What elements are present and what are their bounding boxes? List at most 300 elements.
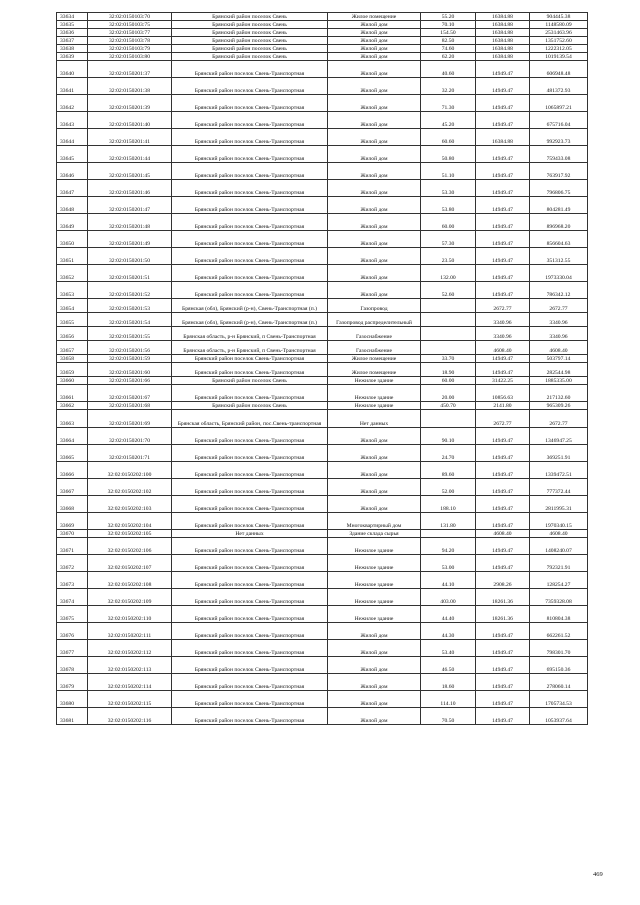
cell-cadastral-value: 1408240.07 [530, 538, 588, 555]
cell-object-type: Нежилое здание [328, 385, 421, 402]
cell-cadastral-value: 4608.40 [530, 341, 588, 355]
cell-area: 94.20 [421, 538, 476, 555]
cell-cadastral-value: 856604.63 [530, 231, 588, 248]
cell-unit-value: 3340.96 [476, 327, 530, 341]
cell-address: Брянский район поселок Свень-Транспортная [172, 606, 328, 623]
cell-address: Брянская область, р-н Брянский, п Свень-Транспортная [172, 341, 328, 355]
cell-cadastral-value: 896968.20 [530, 214, 588, 231]
cell-object-type: Здание склада сырья [328, 530, 421, 538]
cell-area: 55.20 [421, 13, 476, 21]
cell-unit-value: 2672.77 [476, 410, 530, 428]
cell-row-number: 33668 [57, 496, 88, 513]
cell-area: 450.70 [421, 402, 476, 410]
cell-cadastral-value: 792321.91 [530, 555, 588, 572]
cell-cadastral-number: 32:02:0150202:111 [88, 623, 172, 640]
cell-unit-value: 2672.77 [476, 299, 530, 313]
cell-cadastral-number: 32:02:0150202:113 [88, 657, 172, 674]
cell-object-type: Нежилое здание [328, 589, 421, 606]
cell-unit-value: 14949.47 [476, 708, 530, 725]
cell-object-type: Жилой дом [328, 95, 421, 112]
cell-unit-value: 14949.47 [476, 462, 530, 479]
cell-area [421, 410, 476, 428]
cell-cadastral-value: 1346947.25 [530, 428, 588, 445]
cell-unit-value: 14949.47 [476, 363, 530, 377]
cell-row-number: 33652 [57, 265, 88, 282]
cell-cadastral-number: 32:02:0150202:110 [88, 606, 172, 623]
cell-cadastral-value: 804281.49 [530, 197, 588, 214]
cell-address: Брянский район поселок Свень-Транспортная [172, 163, 328, 180]
cell-object-type: Жилой дом [328, 248, 421, 265]
cell-cadastral-value: 2672.77 [530, 410, 588, 428]
cell-unit-value: 16384.88 [476, 45, 530, 53]
cell-unit-value: 14949.47 [476, 248, 530, 265]
cell-object-type: Жилой дом [328, 657, 421, 674]
table-row [57, 428, 588, 445]
cell-cadastral-number: 32:02:0150201:60 [88, 363, 172, 377]
cell-cadastral-value: 1053937.64 [530, 708, 588, 725]
cell-address: Брянский район поселок Свень-Транспортная [172, 180, 328, 197]
cell-unit-value: 14949.47 [476, 61, 530, 78]
cell-address: Брянский район поселок Свень-Транспортная [172, 248, 328, 265]
cell-unit-value: 16384.88 [476, 129, 530, 146]
cell-cadastral-number: 32:02:0150201:41 [88, 129, 172, 146]
cell-row-number: 33676 [57, 623, 88, 640]
cell-address: Брянский район поселок Свень-Транспортная [172, 445, 328, 462]
cell-cadastral-value: 786342.12 [530, 282, 588, 299]
cell-unit-value: 14949.47 [476, 657, 530, 674]
cell-area: 53.80 [421, 197, 476, 214]
cell-area: 18.90 [421, 363, 476, 377]
table-row [57, 61, 588, 78]
cell-object-type: Нежилое здание [328, 606, 421, 623]
cell-cadastral-number: 32:02:0150202:112 [88, 640, 172, 657]
table-row [57, 355, 588, 363]
cell-address: Брянский район поселок Свень-Транспортная [172, 146, 328, 163]
cell-area: 44.30 [421, 623, 476, 640]
table-row [57, 112, 588, 129]
cell-area [421, 530, 476, 538]
table-row [57, 13, 588, 21]
table-row [57, 640, 588, 657]
cell-cadastral-value: 759433.08 [530, 146, 588, 163]
cell-row-number: 33642 [57, 95, 88, 112]
cell-unit-value: 14949.47 [476, 445, 530, 462]
cell-cadastral-number: 32:02:0150201:49 [88, 231, 172, 248]
cell-cadastral-value: 1065897.21 [530, 95, 588, 112]
cell-area: 51.10 [421, 163, 476, 180]
cell-object-type: Нежилое здание [328, 402, 421, 410]
table-row [57, 53, 588, 61]
cell-object-type: Нежилое здание [328, 538, 421, 555]
table-row [57, 657, 588, 674]
cell-area: 53.30 [421, 180, 476, 197]
cell-cadastral-value: 2672.77 [530, 299, 588, 313]
cell-object-type: Жилой дом [328, 146, 421, 163]
table-row [57, 21, 588, 29]
cell-area: 32.20 [421, 78, 476, 95]
cell-row-number: 33641 [57, 78, 88, 95]
cell-unit-value: 14949.47 [476, 623, 530, 640]
cell-address: Брянский район поселок Свень-Транспортная [172, 214, 328, 231]
cell-address: Брянский район поселок Свень-Транспортная [172, 231, 328, 248]
cell-row-number: 33663 [57, 410, 88, 428]
cell-row-number: 33658 [57, 355, 88, 363]
cell-row-number: 33638 [57, 45, 88, 53]
cell-address: Брянский район поселок Свень [172, 13, 328, 21]
cell-unit-value: 16384.88 [476, 13, 530, 21]
cell-cadastral-number: 32:02:0150201:45 [88, 163, 172, 180]
cell-cadastral-value: 3340.96 [530, 313, 588, 327]
cell-cadastral-number: 32:02:0150202:116 [88, 708, 172, 725]
cell-unit-value: 14949.47 [476, 163, 530, 180]
cell-cadastral-number: 32:02:0150201:51 [88, 265, 172, 282]
table-row [57, 555, 588, 572]
cell-object-type: Жилое помещение [328, 13, 421, 21]
cell-address: Брянский район поселок Свень [172, 29, 328, 37]
table-row [57, 538, 588, 555]
cell-area: 24.70 [421, 445, 476, 462]
cell-row-number: 33677 [57, 640, 88, 657]
cell-area: 82.50 [421, 37, 476, 45]
cell-row-number: 33674 [57, 589, 88, 606]
cell-row-number: 33650 [57, 231, 88, 248]
cell-cadastral-value: 1148580.09 [530, 21, 588, 29]
table-row [57, 95, 588, 112]
cell-area: 50.80 [421, 146, 476, 163]
table-row [57, 129, 588, 146]
cell-unit-value: 14949.47 [476, 112, 530, 129]
cell-area: 90.10 [421, 428, 476, 445]
table-row [57, 410, 588, 428]
cell-cadastral-value: 2811995.31 [530, 496, 588, 513]
registry-table-body [57, 13, 588, 725]
cell-address: Брянский район поселок Свень-Транспортная [172, 197, 328, 214]
cell-area: 20.00 [421, 385, 476, 402]
cell-cadastral-number: 32:02:0150202:114 [88, 674, 172, 691]
table-row [57, 402, 588, 410]
cell-unit-value: 14949.47 [476, 428, 530, 445]
cell-unit-value: 31422.25 [476, 377, 530, 385]
cell-address: Нет данных [172, 530, 328, 538]
cell-address: Брянский район поселок Свень-Транспортная [172, 691, 328, 708]
cell-row-number: 33661 [57, 385, 88, 402]
table-row [57, 708, 588, 725]
cell-area: 403.00 [421, 589, 476, 606]
cell-cadastral-value: 606948.48 [530, 61, 588, 78]
cell-object-type: Жилой дом [328, 231, 421, 248]
cell-unit-value: 14949.47 [476, 640, 530, 657]
cell-address: Брянский район поселок Свень [172, 21, 328, 29]
cell-object-type: Жилой дом [328, 708, 421, 725]
cell-cadastral-value: 1339472.51 [530, 462, 588, 479]
cell-address: Брянский район поселок Свень-Транспортная [172, 479, 328, 496]
table-row [57, 265, 588, 282]
cell-object-type: Жилой дом [328, 445, 421, 462]
cell-cadastral-number: 32:02:0150202:109 [88, 589, 172, 606]
cell-row-number: 33678 [57, 657, 88, 674]
cell-unit-value: 14949.47 [476, 231, 530, 248]
cell-cadastral-number: 32:02:0150202:108 [88, 572, 172, 589]
cell-row-number: 33679 [57, 674, 88, 691]
table-row [57, 299, 588, 313]
cell-area: 45.20 [421, 112, 476, 129]
cell-unit-value: 14949.47 [476, 95, 530, 112]
cell-cadastral-value: 796806.75 [530, 180, 588, 197]
table-row [57, 313, 588, 327]
cell-area: 44.10 [421, 572, 476, 589]
cell-row-number: 33645 [57, 146, 88, 163]
table-row [57, 29, 588, 37]
cell-object-type: Жилой дом [328, 428, 421, 445]
cell-cadastral-value: 763917.92 [530, 163, 588, 180]
cell-object-type: Жилой дом [328, 691, 421, 708]
cell-address: Брянская область, Брянский район, пос.Свень-транспортная [172, 410, 328, 428]
cell-row-number: 33664 [57, 428, 88, 445]
cell-address: Брянская область, р-н Брянский, п Свень-Транспортная [172, 327, 328, 341]
cell-row-number: 33654 [57, 299, 88, 313]
cell-cadastral-value: 1351752.60 [530, 37, 588, 45]
cell-object-type: Жилой дом [328, 37, 421, 45]
cell-cadastral-value: 965309.26 [530, 402, 588, 410]
cell-address: Брянский район поселок Свень-Транспортная [172, 385, 328, 402]
cell-object-type: Жилой дом [328, 214, 421, 231]
table-row [57, 674, 588, 691]
registry-table [56, 12, 588, 725]
cell-unit-value: 14949.47 [476, 282, 530, 299]
cell-cadastral-number: 32:02:0150202:106 [88, 538, 172, 555]
cell-object-type: Жилой дом [328, 282, 421, 299]
cell-cadastral-number: 32:02:0150201:44 [88, 146, 172, 163]
cell-address: Брянский район поселок Свень-Транспортная [172, 112, 328, 129]
cell-cadastral-number: 32:02:0150201:59 [88, 355, 172, 363]
cell-cadastral-value: 3340.96 [530, 327, 588, 341]
cell-cadastral-number: 32:02:0150202:104 [88, 513, 172, 530]
table-row [57, 180, 588, 197]
cell-cadastral-value: 7359328.08 [530, 589, 588, 606]
cell-row-number: 33671 [57, 538, 88, 555]
cell-cadastral-number: 32:02:0150201:71 [88, 445, 172, 462]
cell-cadastral-value: 282544.98 [530, 363, 588, 377]
cell-object-type: Многоквартирный дом [328, 513, 421, 530]
cell-object-type: Газопровод распределительный [328, 313, 421, 327]
cell-cadastral-number: 32:02:0150103:70 [88, 13, 172, 21]
cell-cadastral-number: 32:02:0150201:67 [88, 385, 172, 402]
cell-cadastral-number: 32:02:0150103:78 [88, 37, 172, 45]
cell-object-type: Жилой дом [328, 29, 421, 37]
cell-address: Брянский район поселок Свень [172, 377, 328, 385]
cell-row-number: 33660 [57, 377, 88, 385]
cell-object-type: Жилое помещение [328, 363, 421, 377]
cell-address: Брянский район поселок Свень-Транспортная [172, 61, 328, 78]
cell-unit-value: 14949.47 [476, 146, 530, 163]
cell-row-number: 33656 [57, 327, 88, 341]
cell-object-type: Газопровод [328, 299, 421, 313]
cell-cadastral-number: 32:02:0150201:69 [88, 410, 172, 428]
cell-unit-value: 2141.80 [476, 402, 530, 410]
cell-unit-value: 3340.96 [476, 313, 530, 327]
cell-address: Брянский район поселок Свень-Транспортная [172, 282, 328, 299]
cell-cadastral-value: 662261.52 [530, 623, 588, 640]
cell-object-type: Жилой дом [328, 265, 421, 282]
cell-unit-value: 10856.63 [476, 385, 530, 402]
cell-area: 132.00 [421, 265, 476, 282]
table-row [57, 163, 588, 180]
cell-object-type: Жилой дом [328, 197, 421, 214]
cell-address: Брянский район поселок Свень-Транспортная [172, 129, 328, 146]
cell-object-type: Жилой дом [328, 61, 421, 78]
cell-unit-value: 16384.88 [476, 53, 530, 61]
cell-address: Брянский район поселок Свень-Транспортная [172, 496, 328, 513]
table-row [57, 445, 588, 462]
cell-cadastral-number: 32:02:0150201:54 [88, 313, 172, 327]
cell-address: Брянский район поселок Свень-Транспортная [172, 363, 328, 377]
cell-object-type: Жилой дом [328, 640, 421, 657]
cell-area: 70.10 [421, 21, 476, 29]
cell-unit-value: 14949.47 [476, 674, 530, 691]
cell-address: Брянский район поселок Свень-Транспортная [172, 555, 328, 572]
cell-cadastral-value: 695150.36 [530, 657, 588, 674]
cell-address: Брянский район поселок Свень-Транспортная [172, 674, 328, 691]
table-row [57, 377, 588, 385]
cell-address: Брянский район поселок Свень-Транспортная [172, 538, 328, 555]
table-row [57, 385, 588, 402]
cell-row-number: 33637 [57, 37, 88, 45]
table-row [57, 146, 588, 163]
cell-area [421, 299, 476, 313]
cell-object-type: Жилой дом [328, 674, 421, 691]
cell-cadastral-value: 1019139.54 [530, 53, 588, 61]
cell-object-type: Нет данных [328, 410, 421, 428]
cell-unit-value: 16384.88 [476, 37, 530, 45]
cell-row-number: 33673 [57, 572, 88, 589]
cell-cadastral-value: 369251.91 [530, 445, 588, 462]
cell-row-number: 33680 [57, 691, 88, 708]
cell-cadastral-value: 1222312.05 [530, 45, 588, 53]
cell-area: 62.20 [421, 53, 476, 61]
cell-unit-value: 14949.47 [476, 214, 530, 231]
cell-unit-value: 18261.36 [476, 589, 530, 606]
cell-area: 154.50 [421, 29, 476, 37]
cell-cadastral-number: 32:02:0150201:39 [88, 95, 172, 112]
cell-row-number: 33651 [57, 248, 88, 265]
cell-cadastral-value: 503797.14 [530, 355, 588, 363]
cell-row-number: 33662 [57, 402, 88, 410]
cell-cadastral-value: 1885335.00 [530, 377, 588, 385]
table-row [57, 231, 588, 248]
cell-row-number: 33672 [57, 555, 88, 572]
table-row [57, 513, 588, 530]
cell-cadastral-number: 32:02:0150103:75 [88, 21, 172, 29]
table-row [57, 197, 588, 214]
cell-address: Брянский район поселок Свень-Транспортная [172, 462, 328, 479]
table-row [57, 37, 588, 45]
cell-unit-value: 14949.47 [476, 496, 530, 513]
cell-area: 44.40 [421, 606, 476, 623]
cell-cadastral-value: 675716.04 [530, 112, 588, 129]
table-row [57, 496, 588, 513]
cell-area: 52.60 [421, 282, 476, 299]
cell-cadastral-value: 351312.55 [530, 248, 588, 265]
cell-row-number: 33647 [57, 180, 88, 197]
cell-row-number: 33639 [57, 53, 88, 61]
cell-cadastral-value: 1970340.15 [530, 513, 588, 530]
table-row [57, 462, 588, 479]
cell-cadastral-number: 32:02:0150201:68 [88, 402, 172, 410]
cell-address: Брянский район поселок Свень-Транспортная [172, 95, 328, 112]
cell-cadastral-number: 32:02:0150201:47 [88, 197, 172, 214]
cell-area: 89.60 [421, 462, 476, 479]
cell-cadastral-value: 992923.73 [530, 129, 588, 146]
cell-unit-value: 14949.47 [476, 355, 530, 363]
cell-row-number: 33659 [57, 363, 88, 377]
cell-row-number: 33667 [57, 479, 88, 496]
cell-area: 74.60 [421, 45, 476, 53]
table-row [57, 282, 588, 299]
table-row [57, 691, 588, 708]
cell-address: Брянский район поселок Свень [172, 45, 328, 53]
cell-row-number: 33657 [57, 341, 88, 355]
cell-object-type: Жилой дом [328, 112, 421, 129]
cell-cadastral-value: 481372.93 [530, 78, 588, 95]
cell-unit-value: 14949.47 [476, 479, 530, 496]
cell-area [421, 313, 476, 327]
cell-area: 46.50 [421, 657, 476, 674]
cell-unit-value: 18261.36 [476, 606, 530, 623]
cell-object-type: Жилое помещение [328, 355, 421, 363]
cell-cadastral-value: 810804.38 [530, 606, 588, 623]
cell-row-number: 33653 [57, 282, 88, 299]
cell-cadastral-number: 32:02:0150201:52 [88, 282, 172, 299]
cell-cadastral-number: 32:02:0150201:55 [88, 327, 172, 341]
cell-cadastral-number: 32:02:0150202:105 [88, 530, 172, 538]
cell-cadastral-number: 32:02:0150201:37 [88, 61, 172, 78]
cell-area: 131.80 [421, 513, 476, 530]
cell-address: Брянский район поселок Свень-Транспортная [172, 657, 328, 674]
cell-cadastral-value: 278060.14 [530, 674, 588, 691]
cell-cadastral-value: 798301.70 [530, 640, 588, 657]
cell-area: 53.40 [421, 640, 476, 657]
cell-object-type: Жилой дом [328, 623, 421, 640]
cell-address: Брянский район поселок Свень [172, 402, 328, 410]
cell-area: 60.60 [421, 129, 476, 146]
cell-cadastral-number: 32:02:0150201:56 [88, 341, 172, 355]
cell-cadastral-value: 1705734.53 [530, 691, 588, 708]
cell-object-type: Жилой дом [328, 180, 421, 197]
table-row [57, 363, 588, 377]
cell-unit-value: 14949.47 [476, 555, 530, 572]
cell-address: Брянский район поселок Свень-Транспортная [172, 572, 328, 589]
cell-row-number: 33681 [57, 708, 88, 725]
cell-row-number: 33635 [57, 21, 88, 29]
cell-object-type: Жилой дом [328, 53, 421, 61]
table-row [57, 78, 588, 95]
cell-area: 53.00 [421, 555, 476, 572]
cell-cadastral-value: 904445.38 [530, 13, 588, 21]
table-row [57, 341, 588, 355]
cell-object-type: Жилой дом [328, 462, 421, 479]
cell-address: Брянский район поселок Свень-Транспортная [172, 355, 328, 363]
cell-object-type: Жилой дом [328, 78, 421, 95]
cell-row-number: 33675 [57, 606, 88, 623]
cell-address: Брянский район поселок Свень-Транспортная [172, 428, 328, 445]
cell-unit-value: 4608.40 [476, 341, 530, 355]
cell-row-number: 33648 [57, 197, 88, 214]
cell-cadastral-value: 777372.44 [530, 479, 588, 496]
cell-area: 40.60 [421, 61, 476, 78]
cell-cadastral-number: 32:02:0150103:80 [88, 53, 172, 61]
cell-unit-value: 4608.40 [476, 530, 530, 538]
cell-row-number: 33644 [57, 129, 88, 146]
